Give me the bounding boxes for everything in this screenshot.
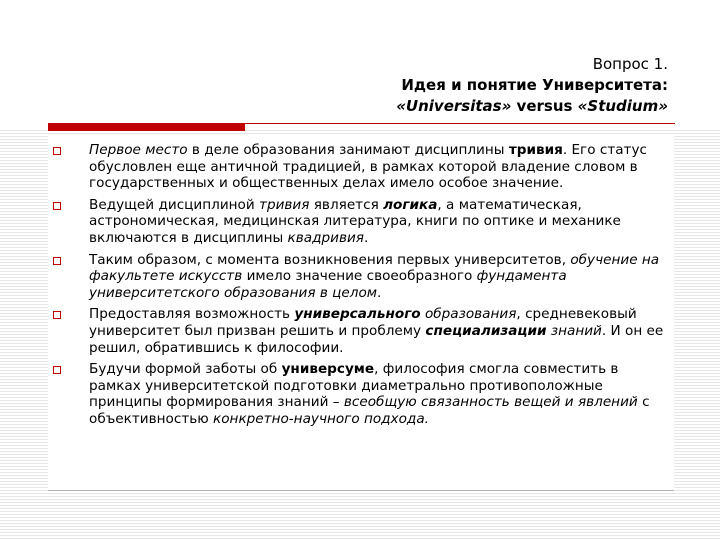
bullet-text: знаний [546,322,602,339]
bullet-text: обучение на факультете искусств [89,251,660,285]
bullet-text: всеобщую связанность вещей и явлений [343,394,638,411]
bullet-text: фундамента университетского образования в целом [89,268,567,301]
bullet-list [48,142,674,433]
bullet-text: является [309,196,384,213]
red-accent-bar [48,123,245,131]
bullet-text: . И он ее решил, обратившись к философии. [89,322,664,356]
bullet-text: Предоставляя возможность [89,306,295,323]
hollow-square-icon [53,202,61,210]
bullet-item [48,252,674,302]
bullet-text: . Его статус обусловлен еще античной традицией, в рамках которой владение словом в государственных и общественных делах имело особое значение. [89,142,647,192]
bullet-text: в деле образования занимают дисциплины [187,142,509,158]
hollow-square-icon [53,257,61,265]
bullet-text: логика [383,196,438,213]
bullet-text: специализации [425,322,547,339]
bullet-text: , а математическая, астрономическая, медицинская литература, книги по оптике и механике включаются в дисциплины [89,196,621,246]
bullet-text: Будучи формой заботы об [89,361,282,378]
bullet-item [48,197,674,247]
bullet-text: Ведущей дисциплиной [89,196,260,213]
bullet-text: имело значение своеобразного [242,268,477,285]
bullet-text: тривия [508,142,563,158]
bullet-text: . [377,284,382,301]
red-divider-line [245,123,675,124]
hollow-square-icon [53,366,61,374]
hollow-square-icon [53,147,61,155]
bullet-text: Первое место [89,142,188,158]
bullet-text: Таким образом, с момента возникновения первых университетов, [89,251,571,268]
subtitle-connector: versus [511,97,578,115]
bullet-text: . [363,229,369,246]
subtitle-term-universitas: «Universitas» [396,97,512,115]
hollow-square-icon [53,311,61,319]
subtitle-term-studium: «Studium» [577,97,668,115]
bullet-text: , средневековый университет был призван решить и проблему [89,306,637,339]
bullet-text: квадривия [287,229,364,246]
slide-header [396,54,668,117]
bullet-text: конкретно-научного подхода. [213,410,429,427]
bullet-text: универсального [294,306,421,323]
bullet-text: , философия смогла совместить в рамках университетской подготовки диаметрально противоположные принципы формирования знаний – [89,361,619,411]
bullet-text: универсуме [281,361,375,378]
bottom-divider-line [48,490,674,491]
bullet-item [48,361,674,427]
bullet-text: образования [420,306,517,323]
bullet-text: тривия [259,196,310,213]
slide-title: Идея и понятие Университета: [401,76,668,94]
bullet-text: с объективностью [89,394,650,427]
bullet-item [48,306,674,356]
question-number: Вопрос 1. [592,55,668,73]
bullet-item [48,142,674,192]
slide-subtitle [396,96,668,117]
